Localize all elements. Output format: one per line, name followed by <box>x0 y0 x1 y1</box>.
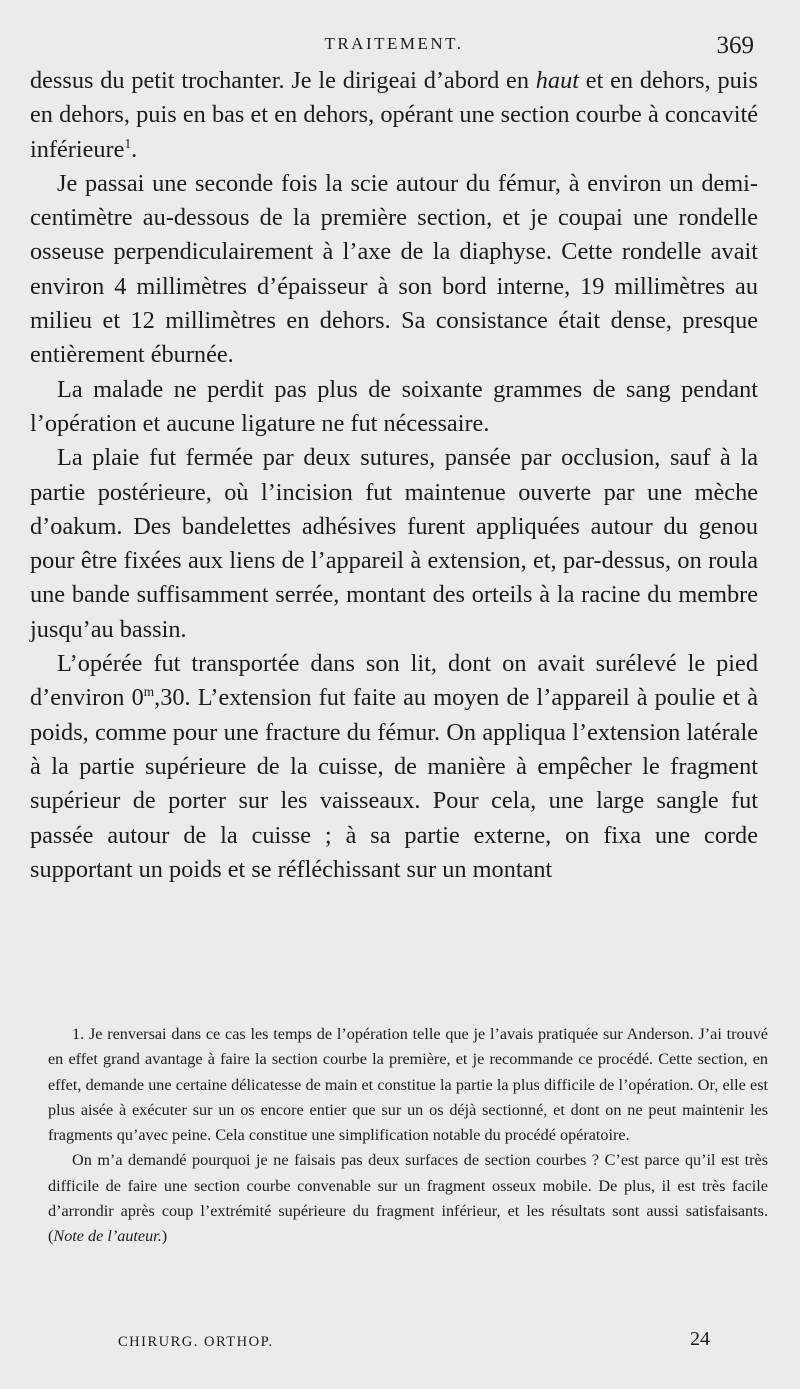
footnotes <box>48 1022 768 1250</box>
paragraph: Je passai une seconde fois la scie autour du fémur, à environ un demi-centimètre au-dessous de la première section, et je coupai une rondelle osseuse perpendiculairement à l’axe de la diaphyse. Cette rondelle avait environ 4 millimètres d’épaisseur à son bord interne, 19 millimètres au milieu et 12 millimètres en dehors. Sa consistance était dense, presque entièrement éburnée. <box>30 169 758 369</box>
paragraph-text: . <box>131 135 138 163</box>
page-number: 369 <box>716 32 754 59</box>
footnote-reference: 1 <box>124 135 132 151</box>
paragraph-text: et en dehors, puis en dehors, puis en bas et en dehors, opérant une section courbe à concavité inférieure <box>30 67 758 163</box>
unit-superscript: m <box>143 684 155 700</box>
sheet-number: 24 <box>690 1328 710 1350</box>
footnote-text: On m’a demandé pourquoi je ne faisais pas deux surfaces de section courbes ? C’est parce qu’il est très difficile de faire une section courbe convenable sur un fragment osseux mobile. De plus, il est très facile d’arrondir après coup l’extrémité supérieure du fragment inférieur, et les résultats sont aussi satisfaisants. ( <box>48 1151 768 1246</box>
footnote-text: ) <box>161 1227 168 1246</box>
running-head: TRAITEMENT. <box>324 34 464 53</box>
paragraph <box>30 647 758 887</box>
emphasis-text: Note de l’auteur. <box>53 1227 162 1246</box>
page-header <box>34 30 754 62</box>
paragraph: La malade ne perdit pas plus de soixante grammes de sang pendant l’opération et aucune ligature ne fut nécessaire. <box>30 375 758 437</box>
paragraph-text: dessus du petit trochanter. Je le dirigeai d’abord en <box>30 67 536 94</box>
page-footer <box>118 1328 710 1358</box>
footnote <box>48 1148 768 1249</box>
paragraph: La plaie fut fermée par deux sutures, pansée par occlusion, sauf à la partie postérieure, où l’incision fut maintenue ouverte par une mèche d’oakum. Des bandelettes adhésives furent appliquées autour du genou pour être fixées aux liens de l’appareil à extension, et, par-dessus, on roula une bande suffisamment serrée, montant des orteils à la racine du membre jusqu’au bassin. <box>30 444 758 643</box>
body-text <box>30 64 758 887</box>
paragraph-text: L’opérée fut transportée dans son lit, dont on avait surélevé le pied d’environ 0 <box>30 650 758 712</box>
paragraph-continuation <box>30 64 758 167</box>
printer-signature: CHIRURG. ORTHOP. <box>118 1334 274 1350</box>
emphasis-text: haut <box>535 67 579 94</box>
footnote: 1. Je renversai dans ce cas les temps de l’opération telle que je l’avais pratiquée sur Anderson. J’ai trouvé en effet grand avantage à faire la section courbe la première, et je recommande ce procédé. Cette section, en effet, demande une certaine délicatesse de main et constitue la partie la plus difficile de l’opération. Or, elle est plus aisée à exécuter sur un os encore entier que sur un os déjà sectionné, et dont on ne peut maintenir les fragments qu’avec peine. Cela constitue une simplification notable du procédé opératoire. <box>48 1025 768 1145</box>
paragraph-text: ,30. L’extension fut faite au moyen de l’appareil à poulie et à poids, comme pour une fracture du fémur. On appliqua l’extension latérale à la partie supérieure de la cuisse, de manière à empêcher le fragment supérieur de porter sur les vaisseaux. Pour cela, une large sangle fut passée autour de la cuisse ; à sa partie externe, on fixa une corde supportant un poids et se réfléchissant sur un montant <box>30 684 758 883</box>
